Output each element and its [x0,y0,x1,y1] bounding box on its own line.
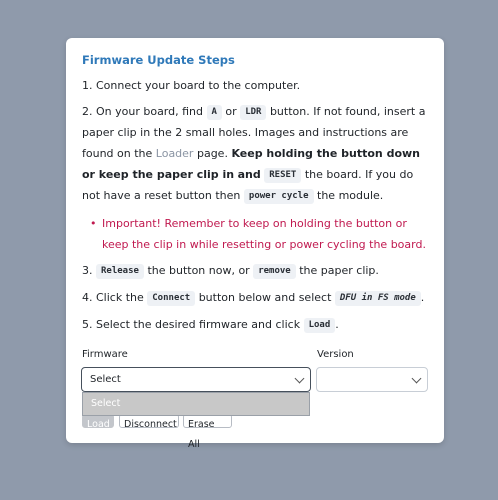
card-title: Firmware Update Steps [82,53,235,67]
version-select[interactable] [316,367,428,392]
firmware-select-value: Select [90,374,121,385]
firmware-dropdown-menu [82,392,310,416]
step-4-number: 4. [82,291,93,304]
warning-note [90,213,430,255]
step-2-text-4: the board. If you do not have a reset button then [82,168,414,202]
dropdown-option-select[interactable]: Select [91,398,121,409]
code-release: Release [96,264,144,279]
code-remove: remove [253,264,296,279]
code-reset: RESET [264,168,301,183]
step-3-number: 3. [82,264,93,277]
step-4-text-2: button below and select [198,291,332,304]
step-2-text-3: page. [196,147,228,160]
code-connect: Connect [147,291,195,306]
chevron-down-icon [295,374,305,384]
version-label: Version [317,349,354,360]
step-3-text-2: the paper clip. [299,264,379,277]
code-a: A [207,105,222,120]
code-ldr: LDR [240,105,266,120]
code-load: Load [304,318,336,333]
step-3 [82,260,434,281]
step-5-text: Select the desired firmware and click [96,318,301,331]
step-2-bold-text: Keep holding the button down or keep the paper clip in [82,147,420,181]
step-5-period: . [335,318,339,331]
step-5-number: 5. [82,318,93,331]
step-1 [82,75,434,96]
load-button[interactable]: Load [82,414,114,428]
chevron-down-icon [412,374,422,384]
step-1-text: Connect your board to the computer. [96,79,301,92]
step-5 [82,314,434,335]
step-1-number: 1. [82,79,93,92]
step-4 [82,287,434,308]
warning-text: Important! Remember to keep on holding the button or keep the clip in while resetting or power cycling the board. [102,217,426,251]
disconnect-button[interactable]: Disconnect [119,414,179,428]
code-power-cycle: power cycle [244,189,314,204]
firmware-select[interactable] [81,367,311,392]
step-2 [82,101,434,206]
step-2-and: and [237,168,261,181]
step-3-text: the button now, or [147,264,250,277]
step-2-text-5: the module. [317,189,384,202]
step-2-or: or [225,105,237,118]
step-2-number: 2. [82,105,93,118]
erase-all-button[interactable]: Erase All [183,414,232,428]
bullet-icon: • [90,217,97,230]
loader-link[interactable]: Loader [155,147,194,160]
step-4-period: . [420,291,425,304]
step-2-text-2: button. If not found, insert a paper clip in the 2 small holes. Images and instructions are found on the [82,105,426,160]
firmware-label: Firmware [82,349,128,360]
step-4-text: Click the [96,291,144,304]
step-2-text: On your board, find [96,105,203,118]
code-dfu-mode: DFU in FS mode [335,291,421,306]
